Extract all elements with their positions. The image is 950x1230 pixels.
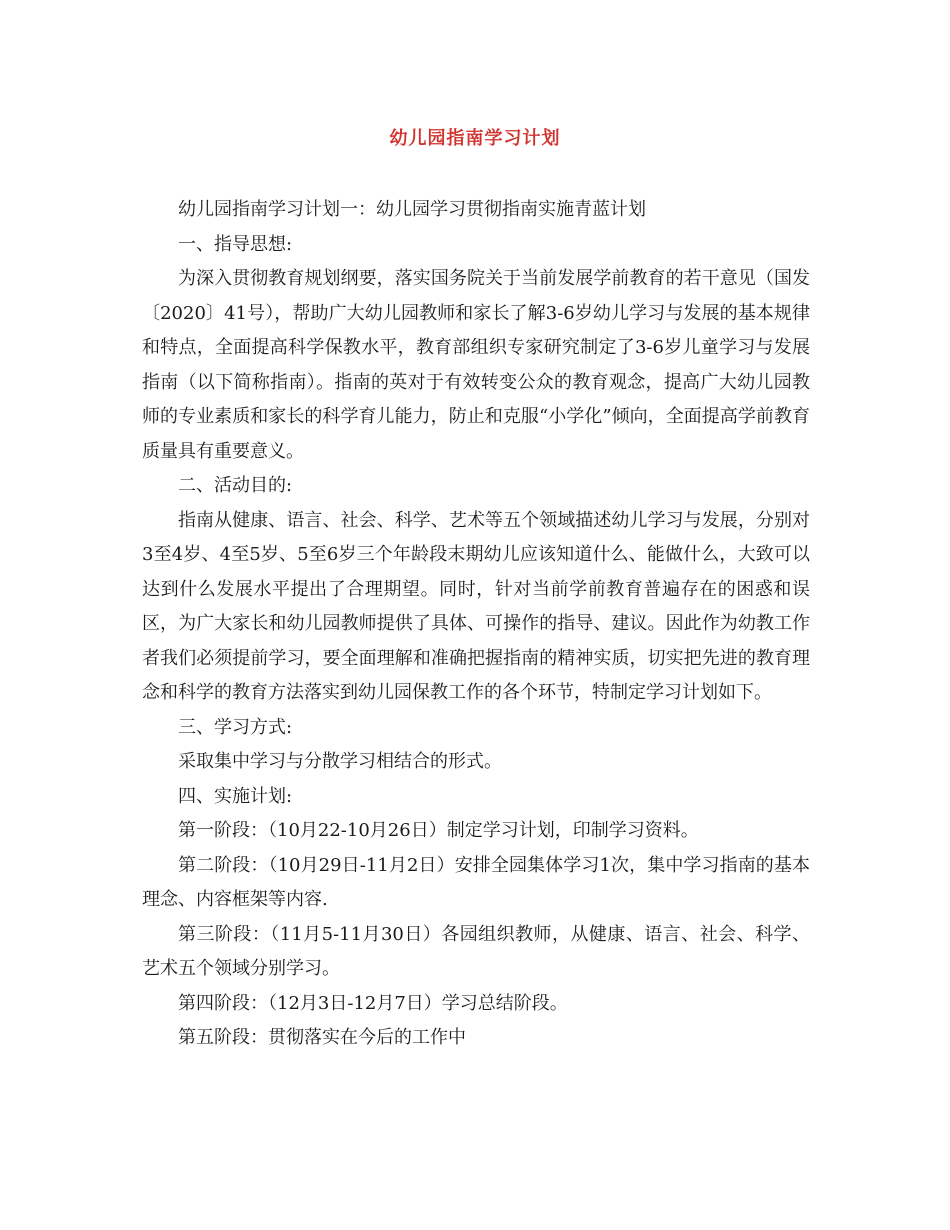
paragraph-stage-four: 第四阶段：（12月3日-12月7日）学习总结阶段。	[178, 992, 568, 1014]
paragraph-heading-plan-one: 幼儿园指南学习计划一：幼儿园学习贯彻指南实施青蓝计划	[178, 199, 646, 220]
paragraph-stage-three: 第三阶段：（11月5-11月30日）各园组织教师，从健康、语言、社会、科学、艺术五个领域分别学习。	[142, 923, 810, 979]
section-heading-implementation-plan: 四、实施计划:	[178, 785, 293, 807]
paragraph-guiding-thought: 为深入贯彻教育规划纲要，落实国务院关于当前发展学前教育的若干意见（国发〔2020〕41号），帮助广大幼儿园教师和家长了解3-6岁幼儿学习与发展的基本规律和特点，全面提高科学保教水平，教育部组织专家研究制定了3-6岁儿童学习与发展指南（以下简称指南）。指南的英对于有效转变公众的教育观念，提高广大幼儿园教师的专业素质和家长的科学育儿能力，防止和克服“小学化”倾向，全面提高学前教育质量具有重要意义。	[142, 268, 810, 462]
section-heading-guiding-thought: 一、指导思想:	[178, 233, 293, 255]
paragraph-stage-five: 第五阶段：贯彻落实在今后的工作中	[178, 1027, 466, 1048]
paragraph-stage-two: 第二阶段：（10月29日-11月2日）安排全园集体学习1次，集中学习指南的基本理念、内容框架等内容.	[142, 854, 810, 910]
paragraph-study-method: 采取集中学习与分散学习相结合的形式。	[178, 751, 502, 772]
document-body	[142, 193, 810, 1056]
section-heading-study-method: 三、学习方式:	[178, 716, 293, 738]
section-heading-activity-purpose: 二、活动目的:	[178, 475, 293, 496]
document-title: 幼儿园指南学习计划	[389, 128, 561, 149]
paragraph-stage-one: 第一阶段：（10月22-10月26日）制定学习计划，印制学习资料。	[178, 820, 699, 841]
paragraph-activity-purpose: 指南从健康、语言、社会、科学、艺术等五个领域描述幼儿学习与发展，分别对3至4岁、4至5岁、5至6岁三个年龄段末期幼儿应该知道什么、能做什么，大致可以达到什么发展水平提出了合理期望。同时，针对当前学前教育普遍存在的困惑和误区，为广大家长和幼儿园教师提供了具体、可操作的指导、建议。因此作为幼教工作者我们必须提前学习，要全面理解和准确把握指南的精神实质，切实把先进的教育理念和科学的教育方法落实到幼儿园保教工作的各个环节，特制定学习计划如下。	[142, 509, 810, 703]
